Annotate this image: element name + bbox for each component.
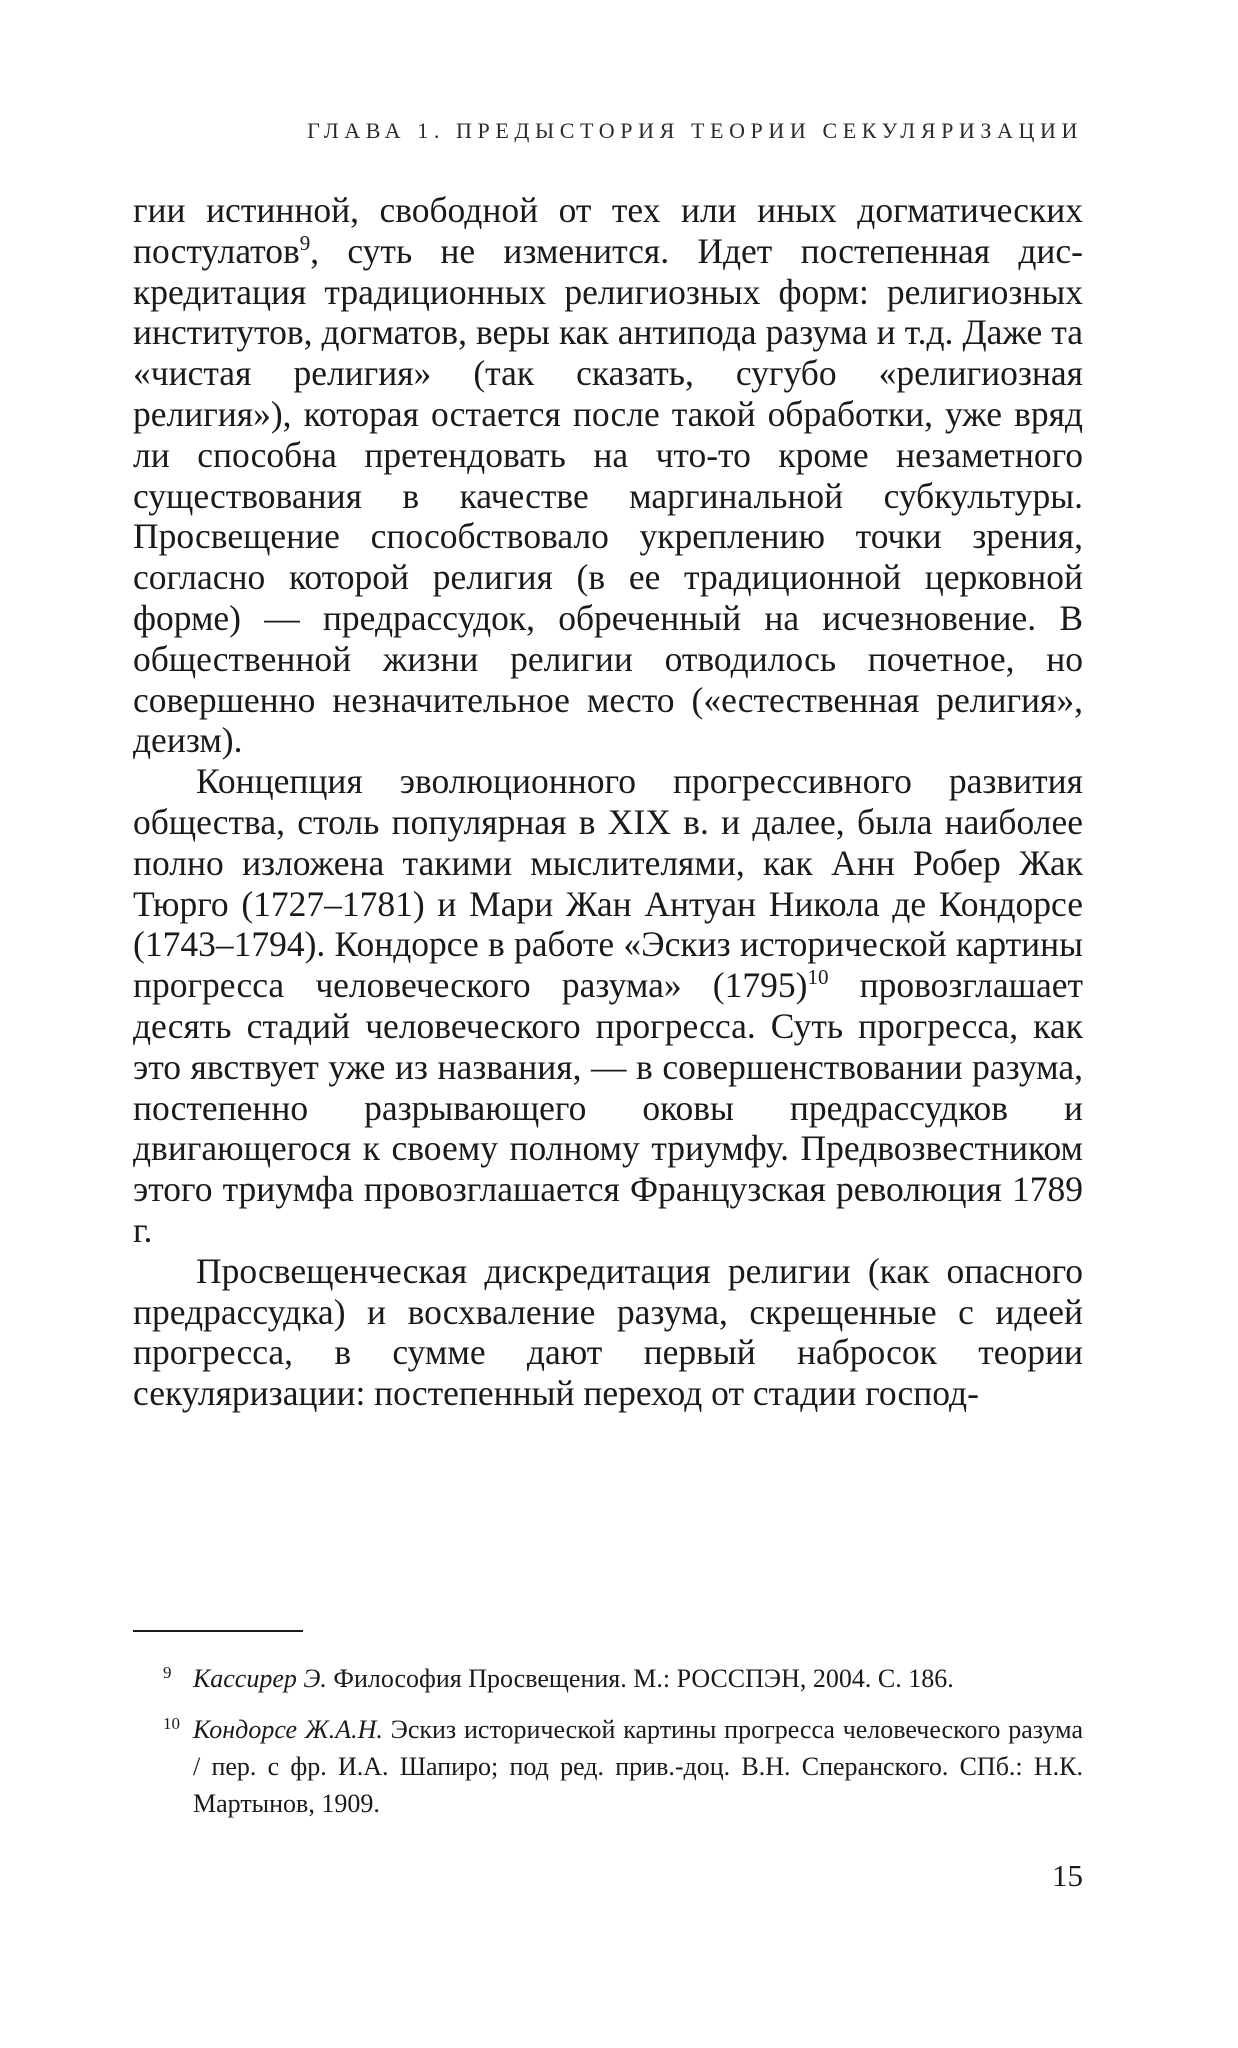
footnote	[133, 1711, 1083, 1822]
page-number: 15	[1052, 1858, 1083, 1893]
paragraph-text: гии истинной, свободной от тех или иных догматических постулатов	[133, 190, 1083, 271]
paragraph	[133, 1251, 1083, 1414]
footnote-author: Кондорсе Ж.А.Н.	[193, 1715, 383, 1744]
footnote-text: Философия Просвещения. М.: РОССПЭН, 2004. С. 186.	[326, 1664, 954, 1693]
paragraph	[133, 190, 1083, 761]
footnote-separator	[133, 1630, 303, 1632]
main-text	[133, 190, 1083, 1414]
paragraph-text: Просвещенческая дискредитация религии (как опасного предрассудка) и восхваление разума, скрещенные с идеей прогресса, в сумме дают первый набросок теории секуляризации: постепенный переход от стадии господ-	[133, 1250, 1083, 1414]
paragraph-text: Концепция эволюционного прогрессивного развития общества, столь популярная в XIX в. и далее, была наиболее полно изложена такими мыслителями, как Анн Робер Жак Тюрго (1727–1781) и Мари Жан Антуан Никола де Кондорсе (1743–1794). Кондорсе в работе «Эскиз исторической картины прогресса человеческого разума» (1795)	[133, 761, 1083, 1006]
running-header: ГЛАВА 1. ПРЕДЫСТОРИЯ ТЕОРИИ СЕКУЛЯРИЗАЦИИ	[307, 118, 1083, 143]
paragraph	[133, 761, 1083, 1251]
paragraph-text: , суть не изменится. Идет постепенная дискредитация традиционных религиозных форм: религиозных институтов, догматов, веры как антипода разума и т.д. Даже та «чистая религия» (так сказать, сугубо «религиозная религия»), которая остается после такой обработки, уже вряд ли способна претендовать на что-то кроме незаметного существования в качестве маргинальной субкультуры. Просвещение способствовало укреплению точки зрения, согласно которой религия (в ее традиционной церковной форме) — предрассудок, обреченный на исчезновение. В общественной жизни религии отводилось почетное, но совершенно незначительное место («естественная религия», деизм).	[133, 230, 1083, 761]
footnotes	[133, 1660, 1083, 1836]
footnote-number: 9	[163, 1663, 172, 1682]
footnote-ref: 9	[299, 230, 311, 255]
paragraph-text: провозглашает десять стадий человеческого прогресса. Суть прогресса, как это явствует уже из названия, — в совершенствовании разума, постепенно разрывающего оковы предрассудков и двигающегося к своему полному триумфу. Предвозвестником этого триумфа провозглашается Французская революция 1789 г.	[133, 965, 1083, 1250]
footnote-ref: 10	[807, 965, 829, 990]
footnote-author: Кассирер Э.	[193, 1664, 327, 1693]
footnote-number: 10	[163, 1714, 180, 1733]
footnote	[133, 1660, 1083, 1697]
footnote-text: Эскиз исторической картины прогресса человеческого разума / пер. с фр. И.А. Шапиро; под ред. прив.-доц. В.Н. Сперанского. СПб.: Н.К. Мартынов, 1909.	[193, 1715, 1083, 1818]
